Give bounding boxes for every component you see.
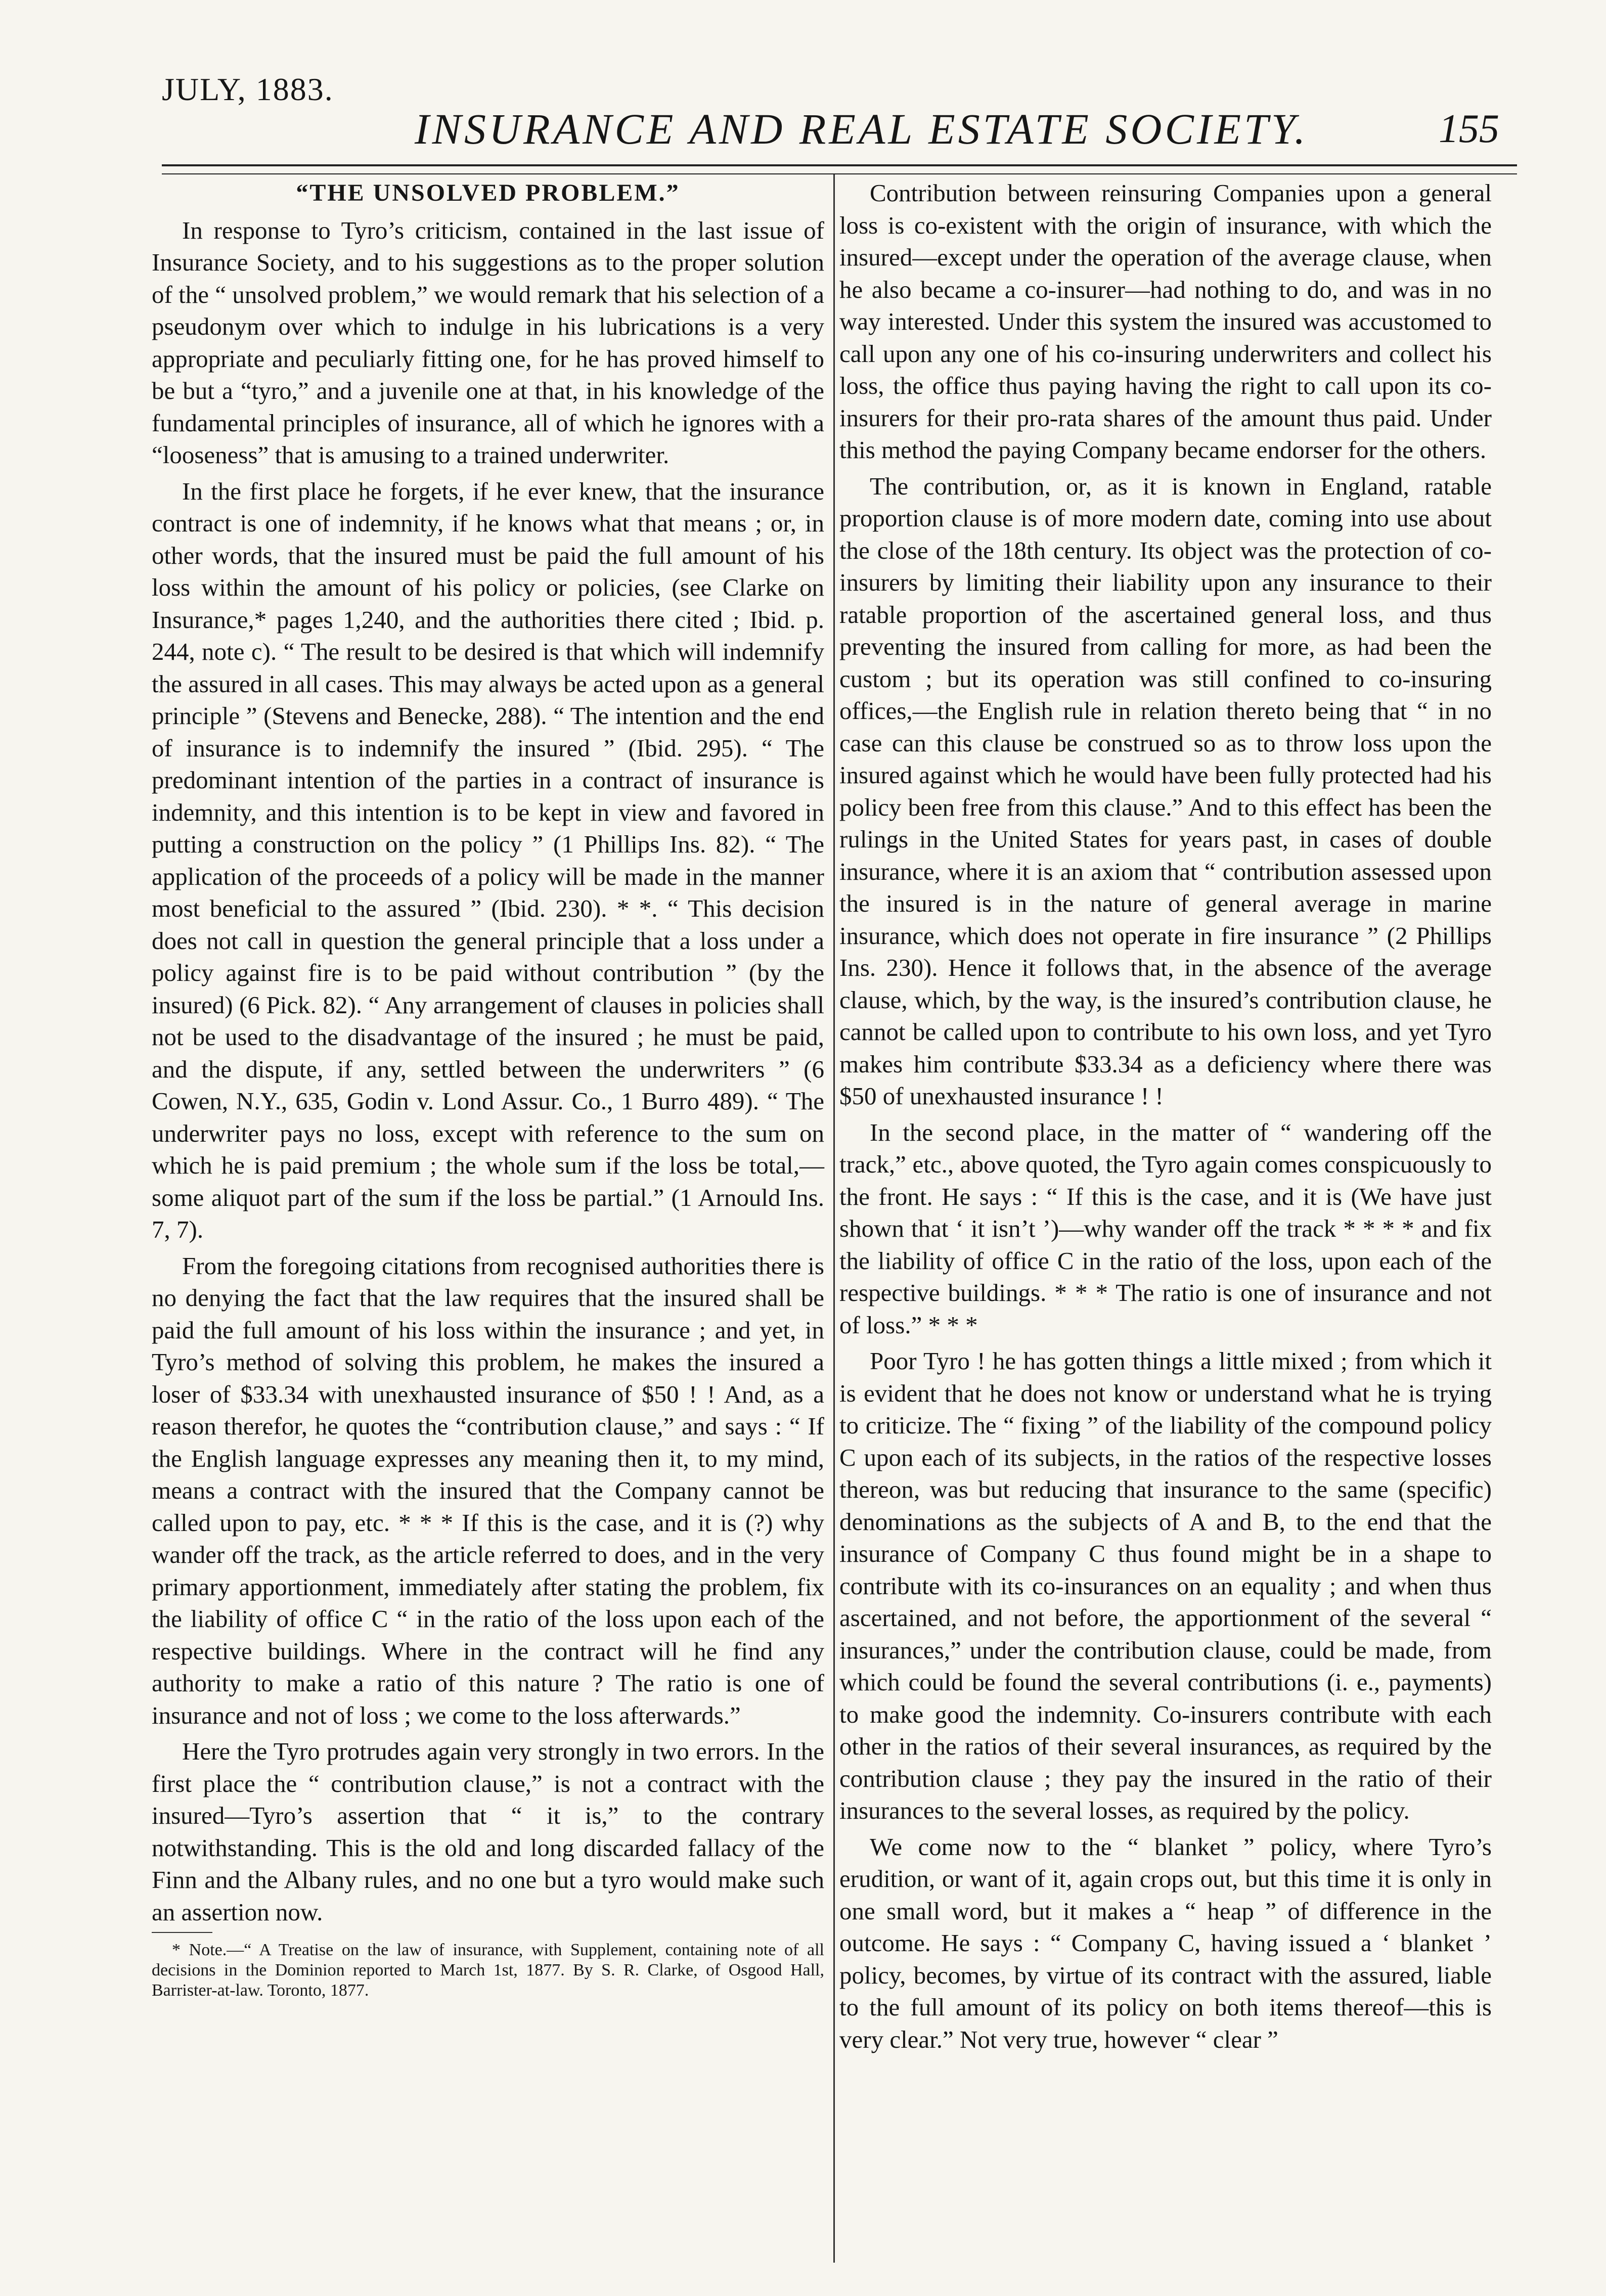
footnote-rule: [152, 1932, 212, 1933]
left-paragraph-2: In the first place he forgets, if he ever knew, that the insurance contract is one of indemnity, if he knows what that means ; or, in other words, that the insured must be paid the full amount of his loss within the amount of his policy or policies, (see Clarke on Insurance,* pages 1,240, and the authorities there cited ; Ibid. p. 244, note c). “ The result to be desired is that which will indemnify the assured in all cases. This may always be acted upon as a general principle ” (Stevens and Benecke, 288). “ The intention and the end of insurance is to indemnify the insured ” (Ibid. 295). “ The predominant intention of the parties in a contract of insurance is indemnity, and this intention is to be kept in view and favored in putting a construction on the policy ” (1 Phillips Ins. 82). “ The application of the proceeds of a policy will be made in the manner most beneficial to the assured ” (Ibid. 230). * *. “ This decision does not call in question the general principle that a loss under a policy against fire is to be paid without contribution ” (by the insured) (6 Pick. 82). “ Any arrangement of clauses in policies shall not be used to the disadvantage of the insured ; he must be paid, and the dispute, if any, settled between the underwriters ” (6 Cowen, N.Y., 635, Godin v. Lond Assur. Co., 1 Burro 489). “ The underwriter pays no loss, except with reference to the sum on which he is paid premium ; the whole sum if the loss be total,—some aliquot part of the sum if the loss be partial.” (1 Arnould Ins. 7, 7).: [152, 477, 824, 1243]
issue-date: JULY, 1883.: [162, 71, 334, 107]
left-paragraph-1: In response to Tyro’s criticism, contained in the last issue of Insurance Society, and to his suggestions as to the proper solution of the “ unsolved problem,” we would remark that his selection of a pseudonym over which to indulge in his lubrications is a very appropriate and peculiarly fitting one, for he has proved himself to be but a “tyro,” and a juvenile one at that, in his knowledge of the fundamental principles of insurance, all of which he ignores with a “looseness” that is amusing to a trained underwriter.: [152, 216, 824, 469]
left-paragraph-4: Here the Tyro protrudes again very strongly in two errors. In the first place the “ contribution clause,” is not a contract with the insured—Tyro’s assertion that “ it is,” to the contrary notwithstanding. This is the old and long discarded fallacy of the Finn and the Albany rules, and no one but a tyro would make such an assertion now.: [152, 1737, 824, 1926]
publication-title: INSURANCE AND REAL ESTATE SOCIETY.: [415, 105, 1309, 153]
page-number: 155: [1439, 107, 1499, 151]
column-divider: [833, 174, 835, 2263]
footnote: * Note.—“ A Treatise on the law of insurance, with Supplement, containing note of all decisions in the Dominion reported to March 1st, 1877. By S. R. Clarke, of Osgood Hall, Barrister-at-law. Toronto, 1877.: [152, 1941, 824, 2000]
right-paragraph-2: The contribution, or, as it is known in England, ratable proportion clause is of more modern date, coming into use about the close of the 18th century. Its object was the protection of co-insurers by limiting their liability upon any insurance to their ratable proportion of the ascertained general loss, and thus preventing the insured from calling for more, as had been the custom ; but its operation was still confined to co-insuring offices,—the English rule in relation thereto being that “ in no case can this clause be construed so as to throw loss upon the insured against which he would have been fully protected had his policy been free from this clause.” And to this effect has been the rulings in the United States for years past, in cases of double insurance, where it is an axiom that “ contribution assessed upon the insured is in the nature of general average in marine insurance, which does not operate in fire insurance ” (2 Phillips Ins. 230). Hence it follows that, in the absence of the average clause, which, by the way, is the insured’s contribution clause, he cannot be called upon to contribute to his own loss, and yet Tyro makes him contribute $33.34 as a deficiency where there was $50 of unexhausted insurance ! !: [839, 472, 1492, 1110]
header-rule: [162, 164, 1517, 174]
left-paragraph-3: From the foregoing citations from recognised authorities there is no denying the fact that the law requires that the insured shall be paid the full amount of his loss within the insurance ; and yet, in Tyro’s method of solving this problem, he makes the insured a loser of $33.34 with unexhausted insurance of $50 ! ! And, as a reason therefor, he quotes the “contribution clause,” and says : “ If the English language expresses any meaning then it, to my mind, means a contract with the insured that the Company cannot be called upon to pay, etc. * * * If this is the case, and it is (?) why wander off the track, as the article referred to does, and in the very primary apportionment, immediately after stating the problem, fix the liability of office C “ in the ratio of the loss upon each of the respective buildings. Where in the contract will he find any authority to make a ratio of this nature ? The ratio is one of insurance and not of loss ; we come to the loss afterwards.”: [152, 1251, 824, 1729]
article-title: “THE UNSOLVED PROBLEM.”: [296, 179, 680, 206]
right-paragraph-5: We come now to the “ blanket ” policy, where Tyro’s erudition, or want of it, again crops out, but this time it is only in one small word, but it makes a “ heap ” of difference in the outcome. He says : “ Company C, having issued a ‘ blanket ’ policy, becomes, by virtue of its contract with the assured, liable to the full amount of its policy on both items thereof—this is very clear.” Not very true, however “ clear ”: [839, 1832, 1492, 2053]
right-column: [839, 177, 1492, 2055]
left-column: [152, 177, 824, 2001]
right-paragraph-3: In the second place, in the matter of “ wandering off the track,” etc., above quoted, the Tyro again comes conspicuously to the front. He says : “ If this is the case, and it is (We have just shown that ‘ it isn’t ’)—why wander off the track * * * * and fix the liability of office C in the ratio of the loss, upon each of the respective buildings. * * * The ratio is one of insurance and not of loss.” * * *: [839, 1118, 1492, 1339]
right-paragraph-1: Contribution between reinsuring Companies upon a general loss is co-existent with the origin of insurance, with which the insured—except under the operation of the average clause, when he also became a co-insurer—had nothing to do, and was in no way interested. Under this system the insured was accustomed to call upon any one of his co-insuring underwriters and collect his loss, the office thus paying having the right to call upon its co-insurers for their pro-rata shares of the amount thus paid. Under this method the paying Company became endorser for the others.: [839, 179, 1492, 464]
right-paragraph-4: Poor Tyro ! he has gotten things a little mixed ; from which it is evident that he does not know or understand what he is trying to criticize. The “ fixing ” of the liability of the compound policy C upon each of its subjects, in the ratios of the respective losses thereon, was but reducing that insurance to the same (specific) denominations as the subjects of A and B, to the end that the insurance of Company C thus found might be in a shape to contribute with its co-insurances on an equality ; and when thus ascertained, and not before, the apportionment of the several “ insurances,” under the contribution clause, could be made, from which could be found the several contributions (i. e., payments) to make good the indemnity. Co-insurers contribute with each other in the ratios of their several insurances, as required by the contribution clause ; they pay the insured in the ratio of their insurances to the several losses, as required by the policy.: [839, 1347, 1492, 1824]
